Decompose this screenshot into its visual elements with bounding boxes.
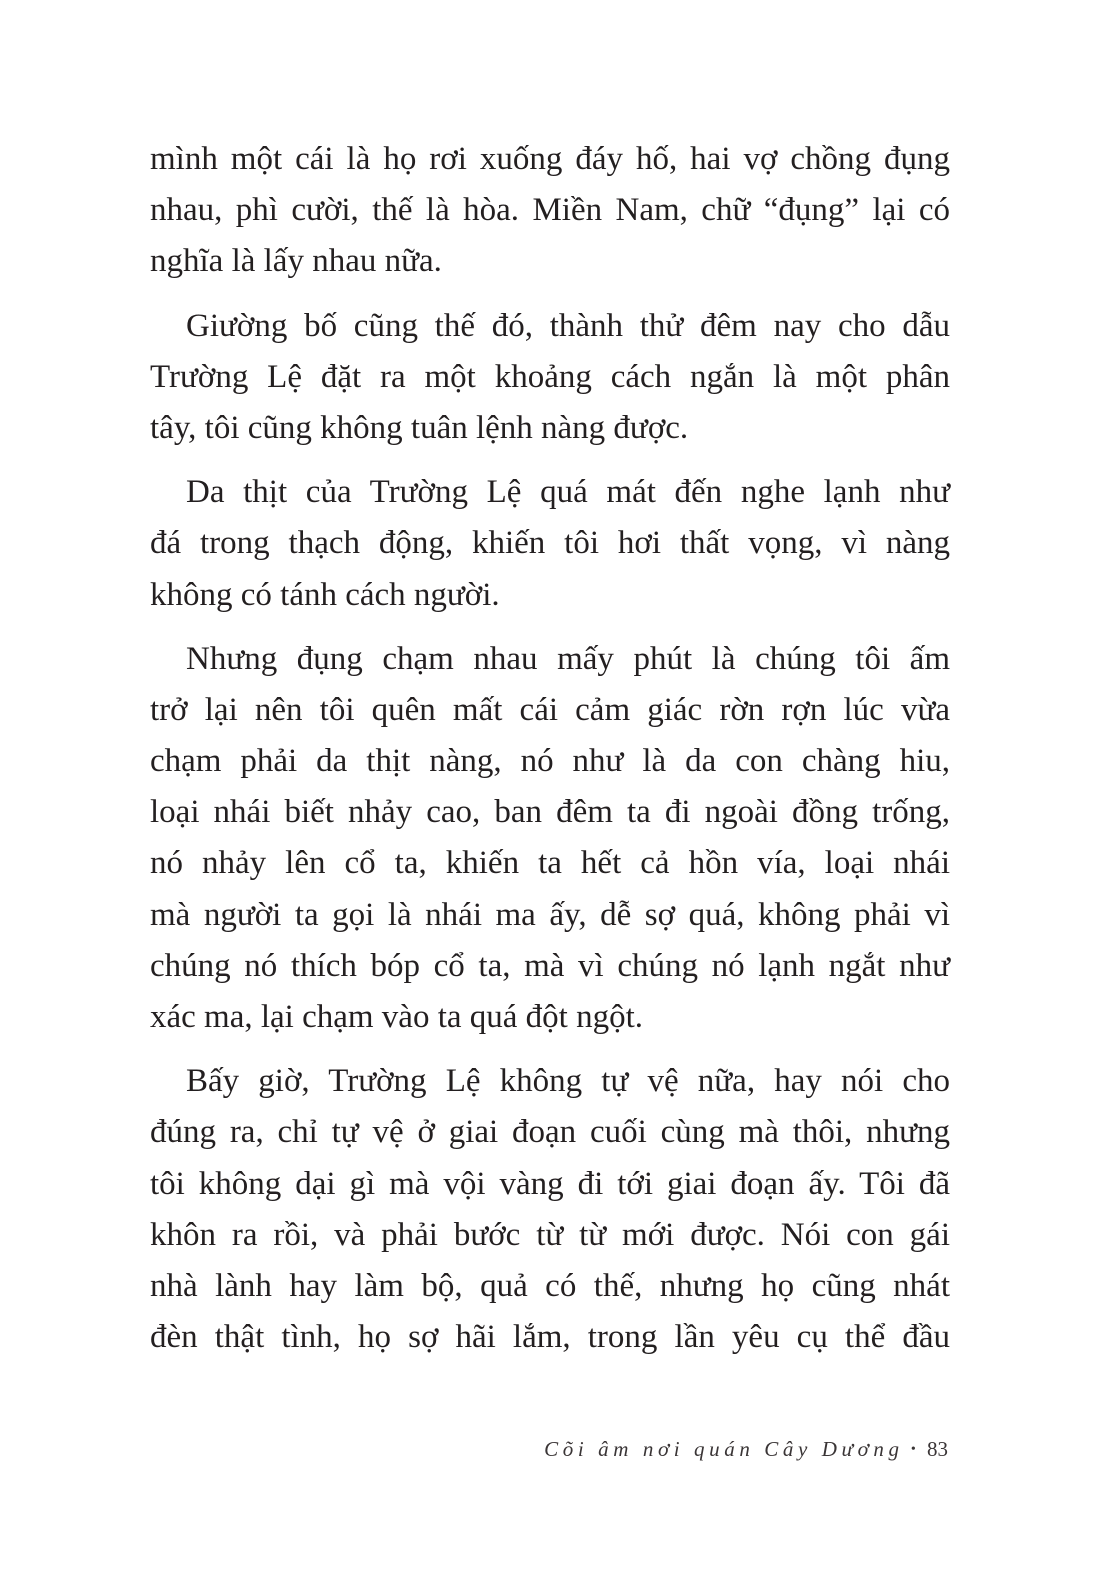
- bullet-separator-icon: •: [910, 1442, 916, 1457]
- paragraph-5: [150, 1056, 950, 1363]
- text-line: nó nhảy lên cổ ta, khiến ta hết cả hồn vía, loại nhái: [150, 845, 950, 882]
- text-line: chúng nó thích bóp cổ ta, mà vì chúng nó lạnh ngắt như: [150, 947, 950, 984]
- text-line: loại nhái biết nhảy cao, ban đêm ta đi ngoài đồng trống,: [150, 794, 950, 831]
- text-line: mình một cái là họ rơi xuống đáy hố, hai vợ chồng đụng: [150, 141, 950, 177]
- text-line: nghĩa là lấy nhau nữa.: [150, 243, 442, 280]
- text-line: tôi không dại gì mà vội vàng đi tới giai đoạn ấy. Tôi đã: [150, 1165, 950, 1202]
- page-body: [150, 134, 950, 1376]
- paragraph-2: [150, 301, 950, 455]
- text-line: không có tánh cách người.: [150, 576, 500, 613]
- text-line: Nhưng đụng chạm nhau mấy phút là chúng tôi ấm: [186, 640, 950, 677]
- text-line: đúng ra, chỉ tự vệ ở giai đoạn cuối cùng mà thôi, nhưng: [150, 1114, 950, 1151]
- text-line: xác ma, lại chạm vào ta quá đột ngột.: [150, 999, 644, 1035]
- running-title: Cõi âm nơi quán Cây Dương: [544, 1437, 904, 1461]
- text-line: nhà lành hay làm bộ, quả có thế, nhưng họ cũng nhát: [150, 1267, 950, 1304]
- text-line: chạm phải da thịt nàng, nó như là da con chàng hiu,: [150, 743, 950, 780]
- text-line: đá trong thạch động, khiến tôi hơi thất vọng, vì nàng: [150, 525, 950, 562]
- text-line: khôn ra rồi, và phải bước từ từ mới được. Nói con gái: [150, 1216, 950, 1253]
- paragraph-1: [150, 134, 950, 288]
- text-line: trở lại nên tôi quên mất cái cảm giác rờn rợn lúc vừa: [150, 691, 950, 728]
- text-line: Da thịt của Trường Lệ quá mát đến nghe lạnh như: [186, 474, 950, 511]
- page-footer: [544, 1437, 948, 1462]
- text-line: tây, tôi cũng không tuân lệnh nàng được.: [150, 409, 689, 446]
- text-line: đèn thật tình, họ sợ hãi lắm, trong lần yêu cụ thể đầu: [150, 1319, 950, 1356]
- text-line: nhau, phì cười, thế là hòa. Miền Nam, chữ “đụng” lại có: [150, 192, 950, 229]
- text-line: Giường bố cũng thế đó, thành thử đêm nay cho dẫu: [186, 307, 950, 344]
- text-line: mà người ta gọi là nhái ma ấy, dễ sợ quá, không phải vì: [150, 896, 950, 933]
- paragraph-4: [150, 634, 950, 1044]
- text-line: Bấy giờ, Trường Lệ không tự vệ nữa, hay nói cho: [186, 1063, 950, 1100]
- page-number: 83: [927, 1437, 948, 1461]
- text-line: Trường Lệ đặt ra một khoảng cách ngắn là một phân: [150, 358, 950, 395]
- paragraph-3: [150, 467, 950, 621]
